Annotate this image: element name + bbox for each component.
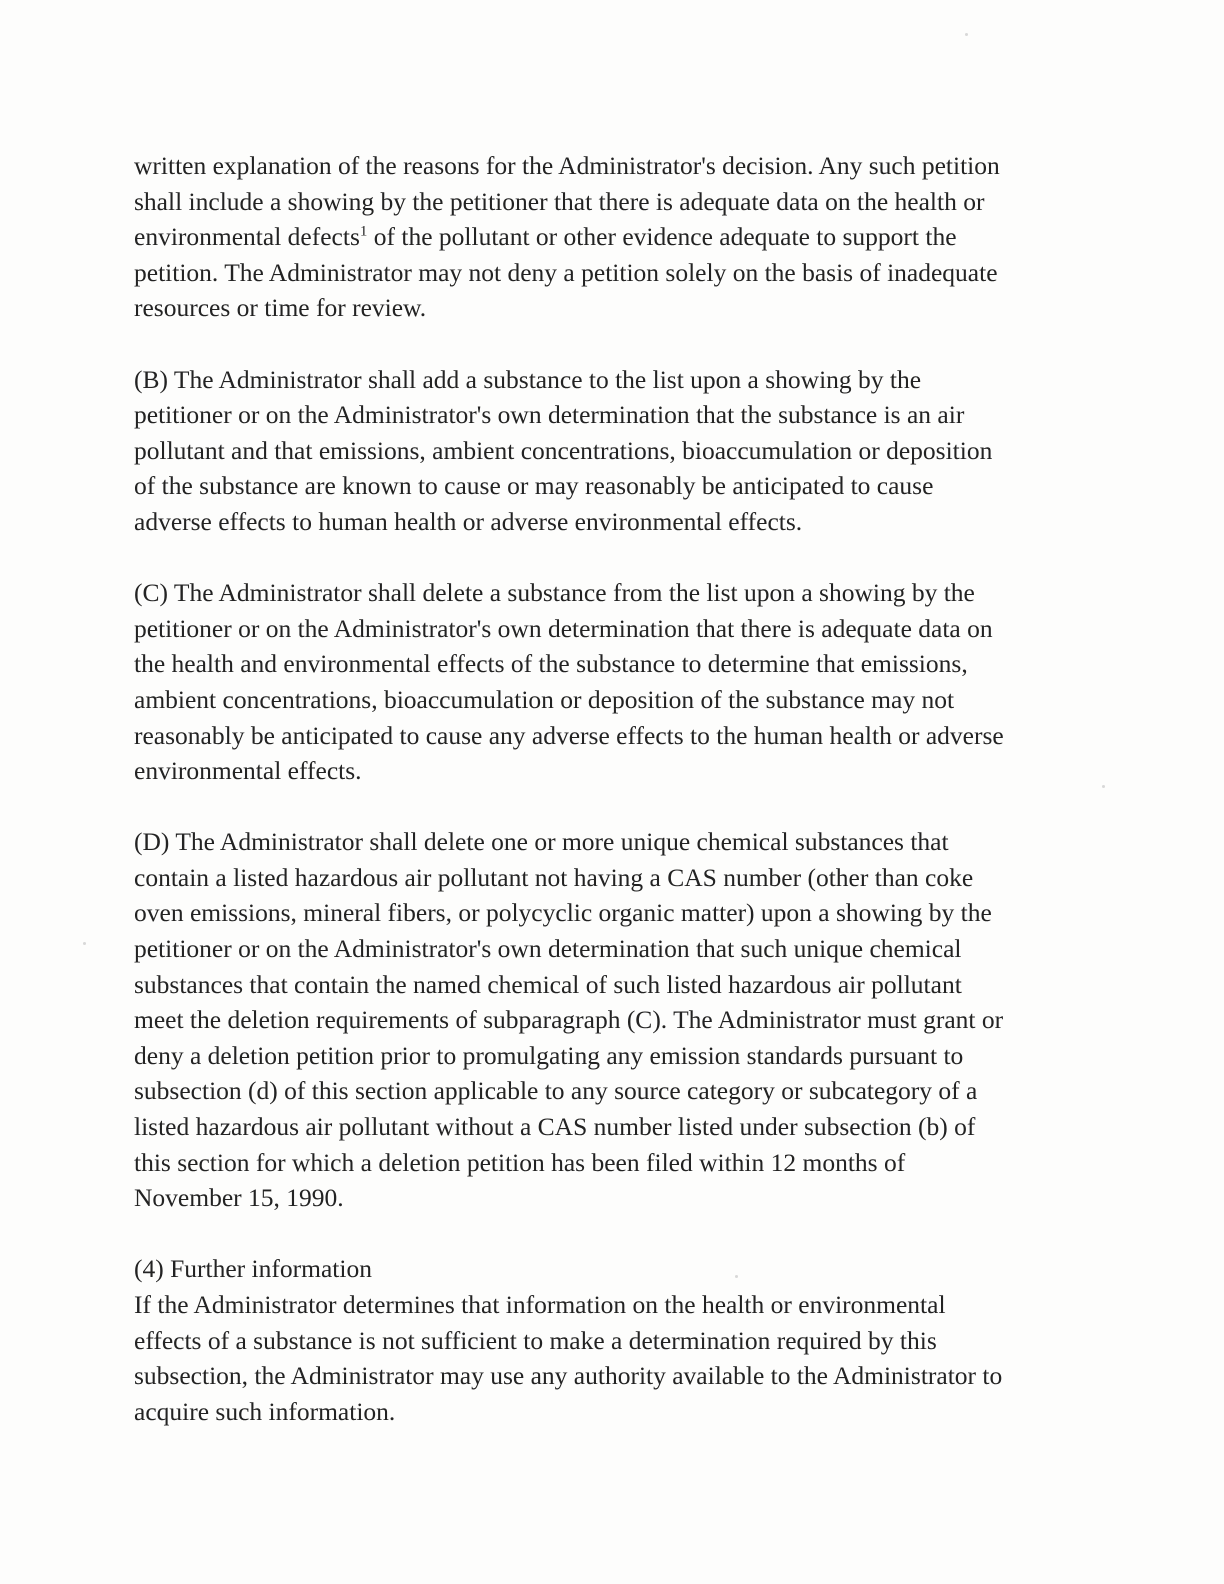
- text-line: contain a listed hazardous air pollutant not having a CAS number (other than coke: [134, 862, 974, 892]
- text-line: subsection (d) of this section applicable to any source category or subcategory of a: [134, 1076, 978, 1106]
- text-line: petition. The Administrator may not deny a petition solely on the basis of inadequate: [134, 257, 998, 287]
- text-line: written explanation of the reasons for the Administrator's decision. Any such petition: [134, 151, 1000, 180]
- paragraph-4-further-information: [134, 1251, 1074, 1429]
- text-line: petitioner or on the Administrator's own determination that there is adequate data on: [134, 613, 993, 643]
- scan-speck: [83, 942, 86, 945]
- text-line: reasonably be anticipated to cause any adverse effects to the human health or adverse: [134, 720, 1004, 750]
- text-line: subsection, the Administrator may use any authority available to the Administrator to: [134, 1361, 1003, 1391]
- document-body: [134, 148, 1074, 1465]
- text-line: listed hazardous air pollutant without a CAS number listed under subsection (b) of: [134, 1112, 976, 1142]
- text-line: substances that contain the named chemical of such listed hazardous air pollutant: [134, 969, 962, 999]
- paragraph-d-delete-unique-chemicals: [134, 824, 1074, 1216]
- text-line: this section for which a deletion petition has been filed within 12 months of: [134, 1147, 906, 1177]
- scan-speck: [1102, 785, 1105, 788]
- text-line: oven emissions, mineral fibers, or polycyclic organic matter) upon a showing by the: [134, 898, 992, 928]
- text-line: pollutant and that emissions, ambient concentrations, bioaccumulation or deposition: [134, 435, 993, 465]
- text-line: adverse effects to human health or adverse environmental effects.: [134, 506, 803, 536]
- text-line: (D) The Administrator shall delete one or more unique chemical substances that: [134, 827, 949, 857]
- text-line: (B) The Administrator shall add a substance to the list upon a showing by the: [134, 364, 922, 394]
- text-line: resources or time for review.: [134, 293, 427, 323]
- text-line: ambient concentrations, bioaccumulation or deposition of the substance may not: [134, 684, 955, 714]
- paragraph-petition-explanation: [134, 148, 1074, 326]
- text-line: the health and environmental effects of the substance to determine that emissions,: [134, 649, 968, 679]
- text-line: acquire such information.: [134, 1396, 396, 1426]
- text-line: shall include a showing by the petitioner that there is adequate data on the health or: [134, 186, 985, 216]
- text-line: environmental effects.: [134, 756, 362, 786]
- paragraph-b-add-substance: [134, 362, 1074, 540]
- text-line: of the substance are known to cause or may reasonably be anticipated to cause: [134, 471, 934, 501]
- section-heading: (4) Further information: [134, 1254, 372, 1284]
- text-line: deny a deletion petition prior to promulgating any emission standards pursuant to: [134, 1040, 964, 1070]
- text-line: petitioner or on the Administrator's own determination that such unique chemical: [134, 934, 962, 964]
- scan-speck: [965, 33, 968, 36]
- text-line: meet the deletion requirements of subparagraph (C). The Administrator must grant or: [134, 1005, 1004, 1035]
- text-line: (C) The Administrator shall delete a substance from the list upon a showing by the: [134, 578, 975, 608]
- text-line: petitioner or on the Administrator's own determination that the substance is an air: [134, 400, 965, 430]
- text-line: If the Administrator determines that information on the health or environmental: [134, 1290, 946, 1319]
- text-line: November 15, 1990.: [134, 1183, 344, 1213]
- text-segment: environmental defects: [134, 222, 360, 252]
- footnote-marker: 1: [359, 223, 368, 240]
- text-line-with-footnote: [134, 219, 1074, 255]
- text-line: effects of a substance is not sufficient to make a determination required by this: [134, 1325, 937, 1355]
- text-segment: of the pollutant or other evidence adequate to support the: [373, 222, 957, 252]
- paragraph-c-delete-substance: [134, 575, 1074, 789]
